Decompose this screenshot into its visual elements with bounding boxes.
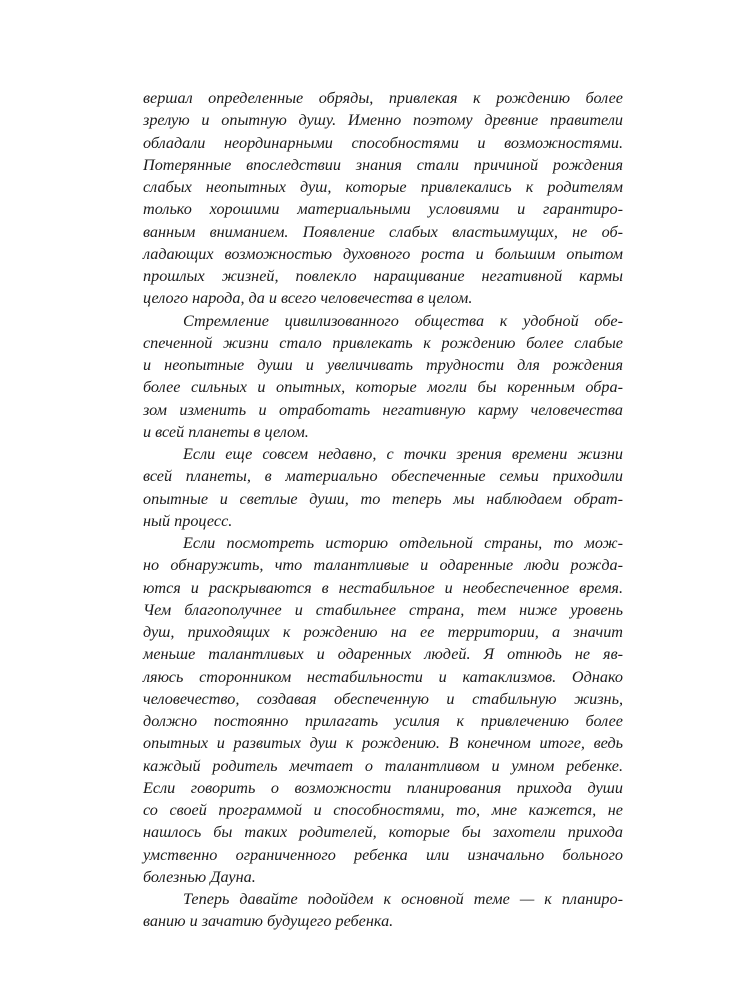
text-line: Если посмотреть историю отдельной страны, то мож- [183,534,623,552]
text-line: душ, приходящих к рождению на ее территории, а значит [143,623,623,641]
text-line: прошлых жизней, повлекло наращивание негативной кармы [143,267,623,285]
text-line: более сильных и опытных, которые могли бы коренным обра- [143,378,623,397]
text-line: болезнью Дауна. [143,867,256,886]
text-line: Чем благополучнее и стабильнее страна, тем ниже уровень [143,600,623,619]
text-line: ванным вниманием. Появление слабых властьимущих, не об- [143,222,623,241]
text-line: человечество, создавая обеспеченную и стабильную жизнь, [143,689,623,708]
text-line: нашлось бы таких родителей, которые бы захотели прихода [143,823,623,842]
text-line: Стремление цивилизованного общества к удобной обе- [183,311,623,330]
text-line: Потерянные впоследствии знания стали причиной рождения [143,155,623,174]
paragraph [143,87,623,310]
text-line: ляюсь сторонником нестабильности и катаклизмов. Однако [143,667,623,686]
text-line: опытные и светлые души, то теперь мы наблюдаем обрат- [143,489,623,508]
text-line: слабых неопытных душ, которые привлекались к родителям [143,178,623,196]
text-line: зом изменить и отработать негативную карму человечества [143,400,623,419]
text-line: зрелую и опытную душу. Именно поэтому древние правители [143,111,623,130]
text-line: целого народа, да и всего человечества в целом. [143,289,473,308]
text-line: спеченной жизни стало привлекать к рождению более слабые [143,333,623,352]
text-line: Теперь давайте подойдем к основной теме — к планиро- [183,890,623,908]
text-line: меньше талантливых и одаренных людей. Я отнюдь не яв- [143,645,623,664]
paragraph [143,532,623,888]
text-line: всей планеты, в материально обеспеченные семьи приходили [143,467,623,486]
text-line: должно постоянно прилагать усилия к привлечению более [143,712,623,730]
text-line: но обнаружить, что талантливые и одаренные люди рожда- [143,556,623,575]
text-line: Если говорить о возможности планирования прихода души [143,778,623,797]
text-line: ванию и зачатию будущего ребенка. [143,912,394,931]
text-line: опытных и развитых душ к рождению. В конечном итоге, ведь [143,734,623,753]
text-line: обладали неординарными способностями и возможностями. [143,133,623,152]
text-line: ладающих возможностью духовного роста и большим опытом [143,244,623,263]
text-line: ный процесс. [143,511,233,530]
text-line: Если еще совсем недавно, с точки зрения времени жизни [183,445,623,463]
text-line: только хорошими материальными условиями и гарантиро- [143,200,623,219]
text-line: умственно ограниченного ребенка или изначально больного [143,845,623,864]
paragraph [143,310,623,444]
paragraph [143,443,623,532]
text-line: вершал определенные обряды, привлекая к рождению более [143,89,623,107]
paragraph [143,888,623,933]
text-line: каждый родитель мечтает о талантливом и умном ребенке. [143,756,623,775]
text-line: ются и раскрываются в нестабильное и необеспеченное время. [143,578,623,597]
body-text [143,87,623,933]
text-line: со своей программой и способностями, то, мне кажется, не [143,801,623,819]
text-line: и всей планеты в целом. [143,422,309,441]
text-line: и неопытные души и увеличивать трудности для рождения [143,356,623,374]
